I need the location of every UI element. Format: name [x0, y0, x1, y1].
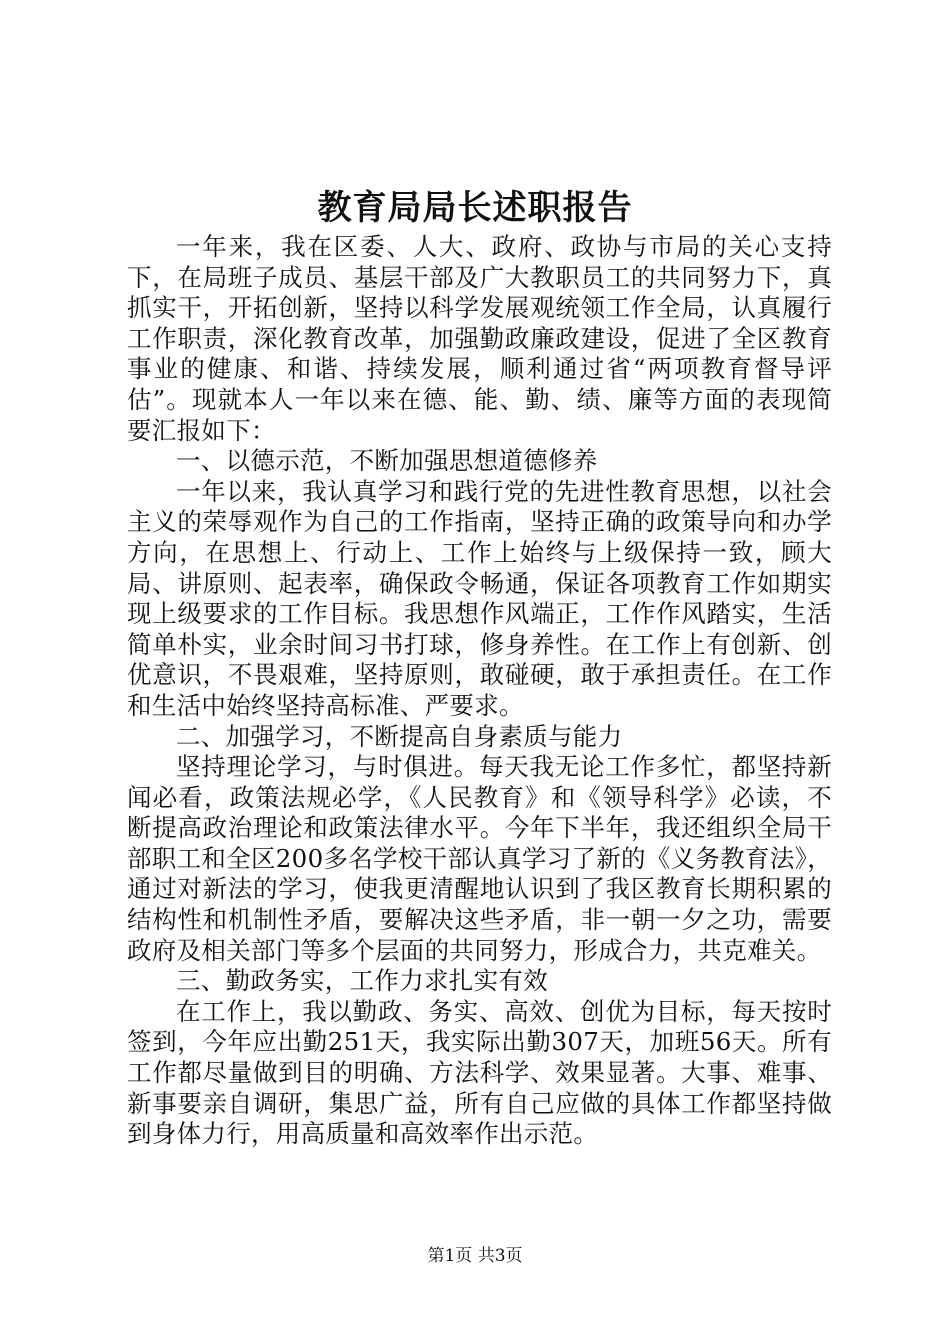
section-3-paragraph: 在工作上，我以勤政、务实、高效、创优为目标，每天按时签到，今年应出勤251天，我实际出勤307天，加班56天。所有工作都尽量做到目的明确、方法科学、效果显著。大事、难事、新事要亲自调研，集思广益，所有自己应做的具体工作都坚持做到身体力行，用高质量和高效率作出示范。 — [127, 996, 832, 1149]
section-2-paragraph: 坚持理论学习，与时俱进。每天我无论工作多忙，都坚持新闻必看，政策法规必学，《人民教育》和《领导科学》必读，不断提高政治理论和政策法律水平。今年下半年，我还组织全局干部职工和全区200多名学校干部认真学习了新的《义务教育法》，通过对新法的学习，使我更清醒地认识到了我区教育长期积累的结构性和机制性矛盾，要解决这些矛盾，非一朝一夕之功，需要政府及相关部门等多个层面的共同努力，形成合力，共克难关。 — [127, 752, 833, 965]
document-body — [127, 232, 832, 1150]
page-footer: 第1页 共3页 — [427, 1246, 523, 1266]
section-heading-3: 三、勤政务实，工作力求扎实有效 — [176, 966, 548, 996]
intro-paragraph: 一年来，我在区委、人大、政府、政协与市局的关心支持下，在局班子成员、基层干部及广大教职员工的共同努力下，真抓实干，开拓创新，坚持以科学发展观统领工作全局，认真履行工作职责，深化教育改革，加强勤政廉政建设，促进了全区教育事业的健康、和谐、持续发展，顺利通过省“两项教育督导评估”。现就本人一年以来在德、能、勤、绩、廉等方面的表现简要汇报如下： — [127, 232, 833, 445]
section-heading-1: 一、以德示范，不断加强思想道德修养 — [176, 446, 598, 476]
section-1-paragraph: 一年以来，我认真学习和践行党的先进性教育思想，以社会主义的荣辱观作为自己的工作指南，坚持正确的政策导向和办学方向，在思想上、行动上、工作上始终与上级保持一致，顾大局、讲原则、起表率，确保政令畅通，保证各项教育工作如期实现上级要求的工作目标。我思想作风端正，工作作风踏实，生活简单朴实，业余时间习书打球，修身养性。在工作上有创新、创优意识，不畏艰难，坚持原则，敢碰硬，敢于承担责任。在工作和生活中始终坚持高标准、严要求。 — [127, 476, 832, 720]
section-heading-2: 二、加强学习，不断提高自身素质与能力 — [176, 721, 623, 751]
document-title: 教育局局长述职报告 — [317, 188, 633, 228]
